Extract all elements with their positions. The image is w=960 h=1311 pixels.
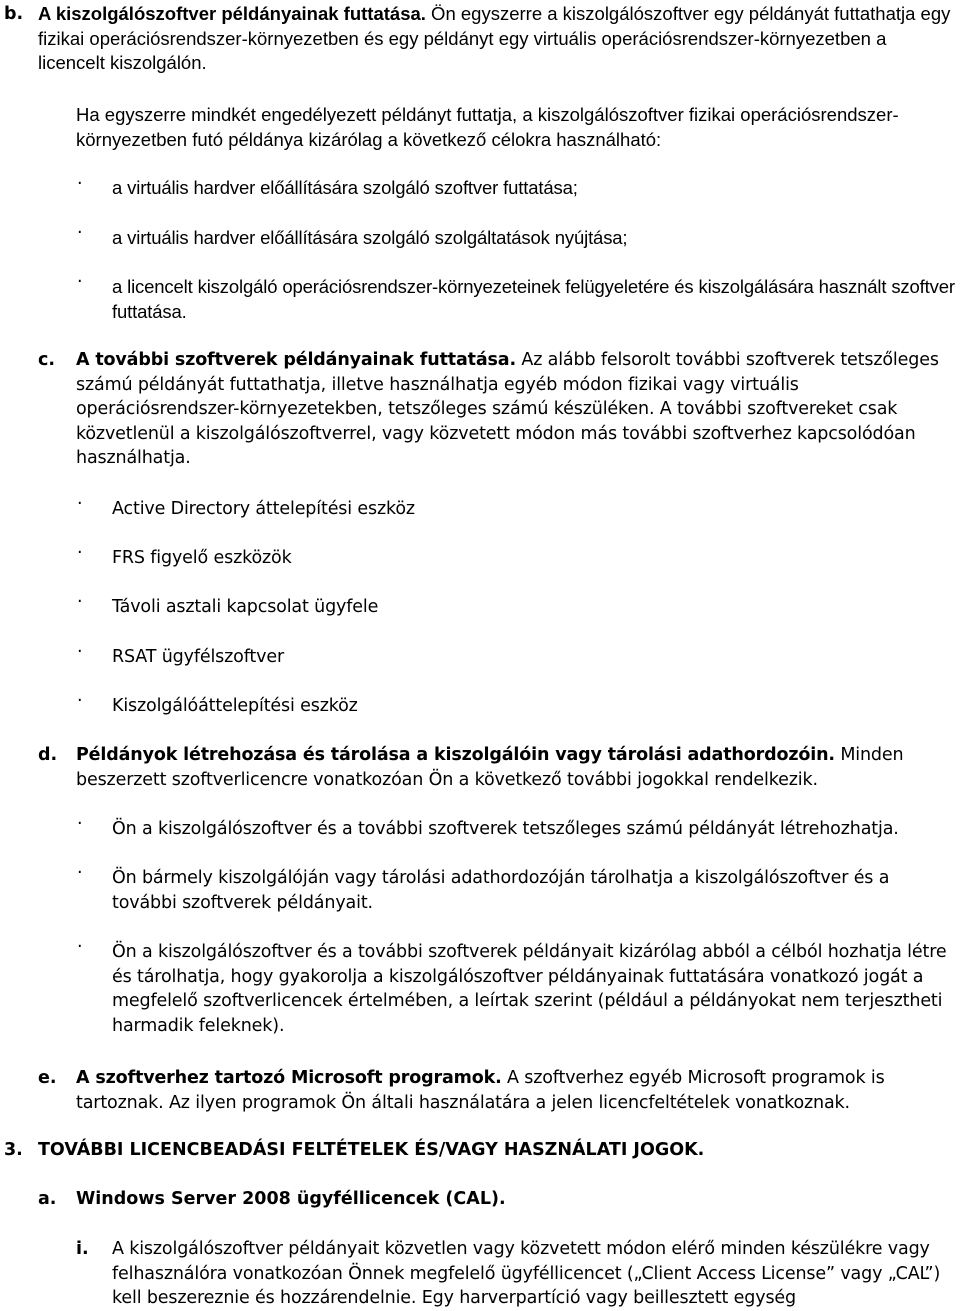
section-a-title: Windows Server 2008 ügyféllicencek (CAL). <box>76 1189 506 1209</box>
bullet-icon: · <box>77 592 83 612</box>
bullet-icon: · <box>77 174 83 194</box>
section-d-marker: d. <box>38 745 58 765</box>
section-b-text: Ön egyszerre a kiszolgálószoftver egy példányát futtathatja egy fizikai operációsrendszer-környezetben és egy példányt egy virtuális operációsrendszer-környezetben a licencelt kiszolgálón. <box>38 3 951 73</box>
list-item: Ön bármely kiszolgálóján vagy tárolási adathordozóján tárolhatja a kiszolgálószoftver és a további szoftverek példányait. <box>112 868 890 913</box>
section-e-marker: e. <box>38 1068 57 1088</box>
section-b-marker: b. <box>4 4 24 24</box>
section-b-title: A kiszolgálószoftver példányainak futtatása. <box>38 3 426 24</box>
section-e-text: A szoftverhez egyéb Microsoft programok is tartoznak. Az ilyen programok Ön általi használatára a jelen licencfeltételek vonatkoznak. <box>76 1068 885 1113</box>
section-c-paragraph <box>76 348 956 471</box>
section-d-title: Példányok létrehozása és tárolása a kiszolgálóin vagy tárolási adathordozóin. <box>76 745 835 765</box>
bullet-icon: · <box>77 814 83 834</box>
section-c-text: Az alább felsorolt további szoftverek tetszőleges számú példányát futtathatja, illetve használhatja egyéb módon fizikai vagy virtuális operációsrendszer-környezetekben, tetszőleges számú készüléken. A további szoftvereket csak közvetlenül a kiszolgálószoftverrel, vagy közvetett módon más további szoftverhez kapcsolódóan használhatja. <box>76 350 939 468</box>
list-item: Active Directory áttelepítési eszköz <box>112 499 415 519</box>
bullet-icon: · <box>77 494 83 514</box>
section-b-paragraph <box>38 2 956 76</box>
section-c-marker: c. <box>38 350 56 370</box>
list-item: Ön a kiszolgálószoftver és a további szoftverek tetszőleges számú példányát létrehozhatja. <box>112 819 899 839</box>
list-item: RSAT ügyfélszoftver <box>112 647 284 667</box>
section-a-marker: a. <box>38 1189 57 1209</box>
bullet-icon: · <box>77 272 83 292</box>
list-item: a licencelt kiszolgáló operációsrendszer-környezeteinek felügyeletére és kiszolgálására használt szoftver futtatása. <box>112 276 955 322</box>
section-c-title: A további szoftverek példányainak futtatása. <box>76 350 516 370</box>
section-d-paragraph <box>76 743 956 792</box>
list-item: a virtuális hardver előállítására szolgáló szoftver futtatása; <box>112 177 578 198</box>
bullet-icon: · <box>77 937 83 957</box>
list-item: a virtuális hardver előállítására szolgáló szolgáltatások nyújtása; <box>112 227 628 248</box>
section-e-paragraph <box>76 1066 956 1115</box>
bullet-icon: · <box>77 543 83 563</box>
section-i-paragraph: A kiszolgálószoftver példányait közvetlen vagy közvetett módon elérő minden készülékre vagy felhasználóra vonatkozóan Önnek megfelelő ügyféllicencet („Client Access License” vagy „CAL”) kell beszereznie és hozzárendelnie. Egy harverpartíció vagy beillesztett egység <box>112 1239 941 1308</box>
section-e-title: A szoftverhez tartozó Microsoft programok. <box>76 1068 502 1088</box>
section-i-marker: i. <box>76 1239 89 1259</box>
section-d-text: Minden beszerzett szoftverlicencre vonatkozóan Ön a következő további jogokkal rendelkezik. <box>76 745 904 790</box>
section-3-title: TOVÁBBI LICENCBEADÁSI FELTÉTELEK ÉS/VAGY HASZNÁLATI JOGOK. <box>38 1140 705 1160</box>
section-3-number: 3. <box>4 1140 23 1160</box>
section-b-paragraph-2: Ha egyszerre mindkét engedélyezett példányt futtatja, a kiszolgálószoftver fizikai operációsrendszer-környezetben futó példánya kizárólag a következő célokra használható: <box>76 104 899 150</box>
list-item: Távoli asztali kapcsolat ügyfele <box>112 597 379 617</box>
bullet-icon: · <box>77 223 83 243</box>
bullet-icon: · <box>77 863 83 883</box>
bullet-icon: · <box>77 691 83 711</box>
list-item: FRS figyelő eszközök <box>112 548 292 568</box>
bullet-icon: · <box>77 642 83 662</box>
list-item: Ön a kiszolgálószoftver és a további szoftverek példányait kizárólag abból a célból hozhatja létre és tárolhatja, hogy gyakorolja a kiszolgálószoftver példányainak futtatására vonatkozó jogát a megfelelő szoftverlicencek értelmében, a leírtak szerint (például a példányokat nem terjesztheti harmadik feleknek). <box>112 942 947 1036</box>
list-item: Kiszolgálóáttelepítési eszköz <box>112 696 358 716</box>
